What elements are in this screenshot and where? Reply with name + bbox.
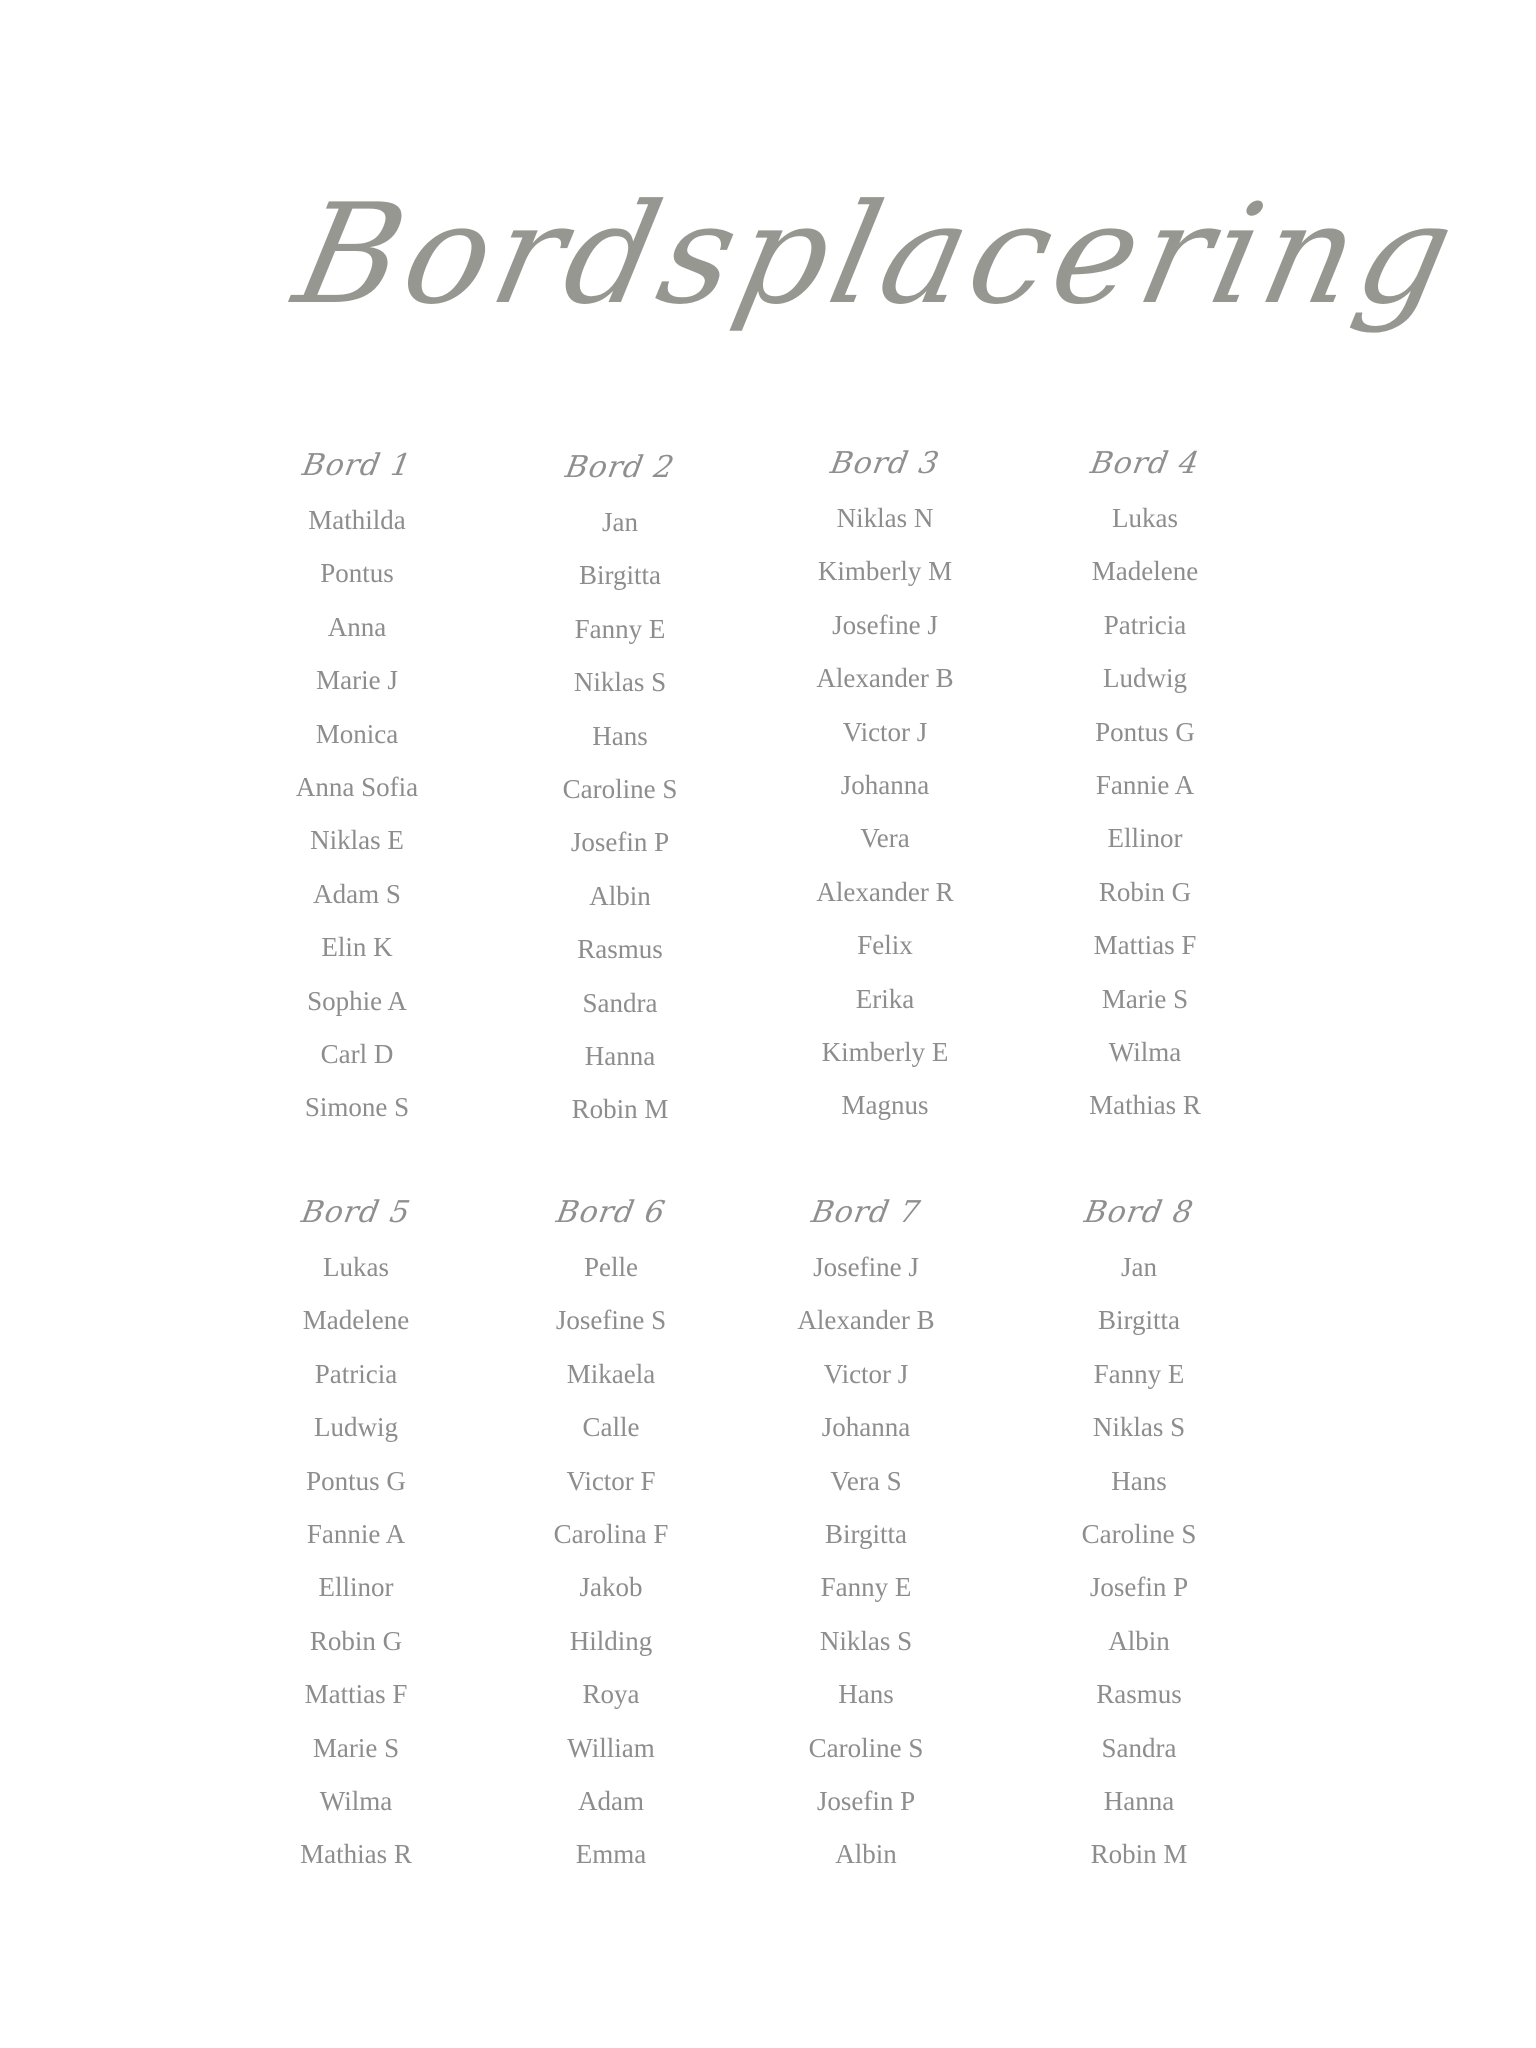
table-bord-5 [231,1185,481,1882]
guest-name: Fannie A [306,1518,406,1549]
guest-name: Niklas S [819,1625,913,1656]
guest-name: Ludwig [1103,663,1187,694]
guest-name: Robin M [571,1094,669,1125]
table-bord-3 [760,436,1010,1133]
guest-list [741,1241,991,1882]
guest-list [486,1241,736,1882]
guest-name: Simone S [304,1092,410,1123]
guest-name: Robin G [309,1625,403,1656]
guest-name: Monica [315,718,399,749]
guest-name: William [567,1732,655,1763]
guest-name: Fanny E [574,613,666,644]
guest-name: Pontus [320,558,394,589]
guest-name: Mathilda [308,505,406,535]
guest-name: Sandra [582,987,658,1018]
guest-name: Mathias R [1089,1090,1201,1121]
guest-name: Caroline S [562,773,678,804]
guest-name: Alexander B [797,1305,935,1336]
guest-name: Marie J [316,665,398,696]
guest-name: Jan [602,507,638,537]
guest-name: Vera S [830,1465,902,1496]
guest-name: Victor J [842,716,928,747]
guest-name: Patricia [1103,609,1187,640]
guest-name: Carolina F [553,1518,669,1549]
guest-name: Albin [1108,1625,1170,1656]
guest-name: Alexander R [816,876,954,907]
guest-name: Sandra [1101,1732,1177,1763]
table-heading: Bord 5 [298,1195,414,1230]
guest-name: Fanny E [820,1572,912,1603]
guest-name: Victor F [566,1465,656,1496]
guest-name: Hilding [569,1625,653,1656]
table-heading: Bord 7 [808,1195,924,1230]
guest-name: Wilma [319,1785,393,1816]
guest-name: Mathias R [300,1839,412,1870]
guest-name: Pelle [584,1252,638,1282]
guest-list [1020,492,1270,1133]
table-heading: Bord 8 [1081,1195,1197,1230]
guest-name: Niklas S [573,667,667,698]
guest-name: Caroline S [1081,1518,1197,1549]
guest-name: Albin [589,880,651,911]
guest-list [1014,1241,1264,1882]
table-bord-6 [486,1185,736,1882]
guest-name: Albin [835,1839,897,1870]
guest-name: Roya [582,1679,640,1710]
guest-list [760,492,1010,1133]
guest-name: Niklas S [1092,1412,1186,1443]
guest-name: Birgitta [1097,1305,1180,1336]
guest-name: Birgitta [578,560,661,591]
table-bord-7 [741,1185,991,1882]
guest-name: Caroline S [808,1732,924,1763]
table-heading: Bord 2 [562,450,678,485]
guest-name: Josefin P [816,1785,916,1816]
guest-name: Mattias F [304,1679,408,1710]
table-bord-2 [495,440,745,1137]
table-heading: Bord 4 [1087,446,1203,481]
guest-name: Patricia [314,1358,398,1389]
guest-name: Madelene [1091,556,1199,587]
guest-name: Anna [327,611,387,642]
guest-name: Robin G [1098,876,1192,907]
guest-name: Sophie A [307,985,407,1016]
guest-name: Pontus G [1095,716,1195,747]
guest-name: Josefine J [813,1252,919,1282]
guest-name: Fannie A [1095,769,1195,800]
guest-name: Adam S [313,878,401,909]
guest-name: Victor J [823,1358,909,1389]
guest-name: Josefin P [1089,1572,1189,1603]
guest-name: Madelene [302,1305,410,1336]
guest-list [231,1241,481,1882]
guest-name: Ellinor [1107,823,1183,854]
guest-name: Rasmus [1096,1679,1182,1710]
guest-name: Adam [578,1785,644,1816]
guest-name: Hans [838,1679,894,1710]
guest-name: Marie S [312,1732,400,1763]
guest-name: Carl D [320,1038,394,1069]
guest-name: Jakob [579,1572,643,1603]
guest-name: Rasmus [577,934,663,965]
guest-name: Felix [857,930,913,961]
guest-name: Ludwig [314,1412,398,1443]
guest-name: Jan [1121,1252,1157,1282]
table-heading: Bord 1 [299,448,415,483]
guest-name: Erika [855,983,915,1014]
guest-name: Alexander B [816,663,954,694]
guest-name: Mikaela [566,1358,656,1389]
guest-name: Pontus G [306,1465,406,1496]
guest-list [232,494,482,1135]
guest-name: Hans [592,720,648,751]
guest-name: Elin K [321,932,393,963]
guest-name: Lukas [1112,503,1178,533]
guest-name: Marie S [1101,983,1189,1014]
guest-name: Niklas N [836,503,934,533]
guest-name: Hanna [584,1040,656,1071]
guest-name: Johanna [840,769,930,800]
guest-name: Vera [860,823,910,854]
guest-name: Robin M [1090,1839,1188,1870]
guest-name: Calle [582,1412,640,1443]
guest-name: Kimberly E [821,1036,949,1067]
table-heading: Bord 6 [553,1195,669,1230]
table-bord-8 [1014,1185,1264,1882]
guest-name: Niklas E [310,825,404,856]
guest-list [495,496,745,1137]
table-bord-4 [1020,436,1270,1133]
guest-name: Hans [1111,1465,1167,1496]
guest-name: Wilma [1108,1036,1182,1067]
guest-name: Johanna [821,1412,911,1443]
guest-name: Lukas [323,1252,389,1282]
guest-name: Ellinor [318,1572,394,1603]
guest-name: Emma [575,1839,647,1870]
guest-name: Hanna [1103,1785,1175,1816]
guest-name: Fanny E [1093,1358,1185,1389]
page-title: Bordsplacering [282,174,1472,335]
guest-name: Josefin P [570,827,670,858]
table-heading: Bord 3 [827,446,943,481]
guest-name: Mattias F [1093,930,1197,961]
guest-name: Anna Sofia [295,771,419,802]
guest-name: Kimberly M [817,556,953,587]
guest-name: Josefine J [832,609,938,640]
guest-name: Magnus [841,1090,929,1121]
guest-name: Birgitta [824,1518,907,1549]
table-bord-1 [232,438,482,1135]
guest-name: Josefine S [555,1305,667,1336]
